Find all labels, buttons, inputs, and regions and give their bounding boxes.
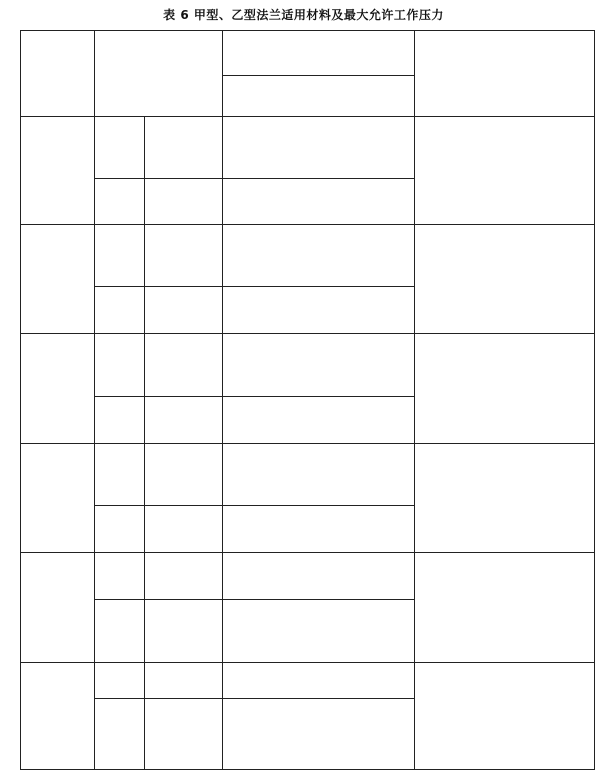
section-divider xyxy=(20,662,595,663)
section-divider xyxy=(20,224,595,225)
group-type-divider xyxy=(144,552,145,599)
table-border-bottom xyxy=(20,769,595,770)
group-divider xyxy=(94,178,414,179)
group-type-divider xyxy=(144,224,145,286)
group-type-divider xyxy=(144,116,145,178)
table-border-right xyxy=(594,30,595,770)
section-divider xyxy=(20,552,595,553)
table-border-top xyxy=(20,30,595,31)
section-divider xyxy=(20,443,595,444)
group-type-divider xyxy=(144,286,145,333)
group-type-divider xyxy=(144,178,145,224)
group-divider xyxy=(94,505,414,506)
pressure-table xyxy=(20,30,595,770)
table-border-left xyxy=(20,30,21,770)
group-type-divider xyxy=(144,333,145,396)
column-divider-pn xyxy=(94,30,95,770)
group-type-divider xyxy=(144,443,145,505)
group-type-divider xyxy=(144,698,145,770)
group-type-divider xyxy=(144,505,145,552)
table-title: 表 6 甲型、乙型法兰适用材料及最大允许工作压力 xyxy=(163,8,444,22)
group-type-divider xyxy=(144,662,145,698)
group-type-divider xyxy=(144,396,145,443)
column-divider-remarks xyxy=(414,30,415,770)
group-divider xyxy=(94,396,414,397)
group-type-divider xyxy=(144,599,145,662)
header-subdivider xyxy=(222,75,414,76)
group-divider xyxy=(94,698,414,699)
group-divider xyxy=(94,286,414,287)
group-divider xyxy=(94,599,414,600)
section-divider xyxy=(20,116,595,117)
section-divider xyxy=(20,333,595,334)
column-divider-header xyxy=(222,30,223,116)
